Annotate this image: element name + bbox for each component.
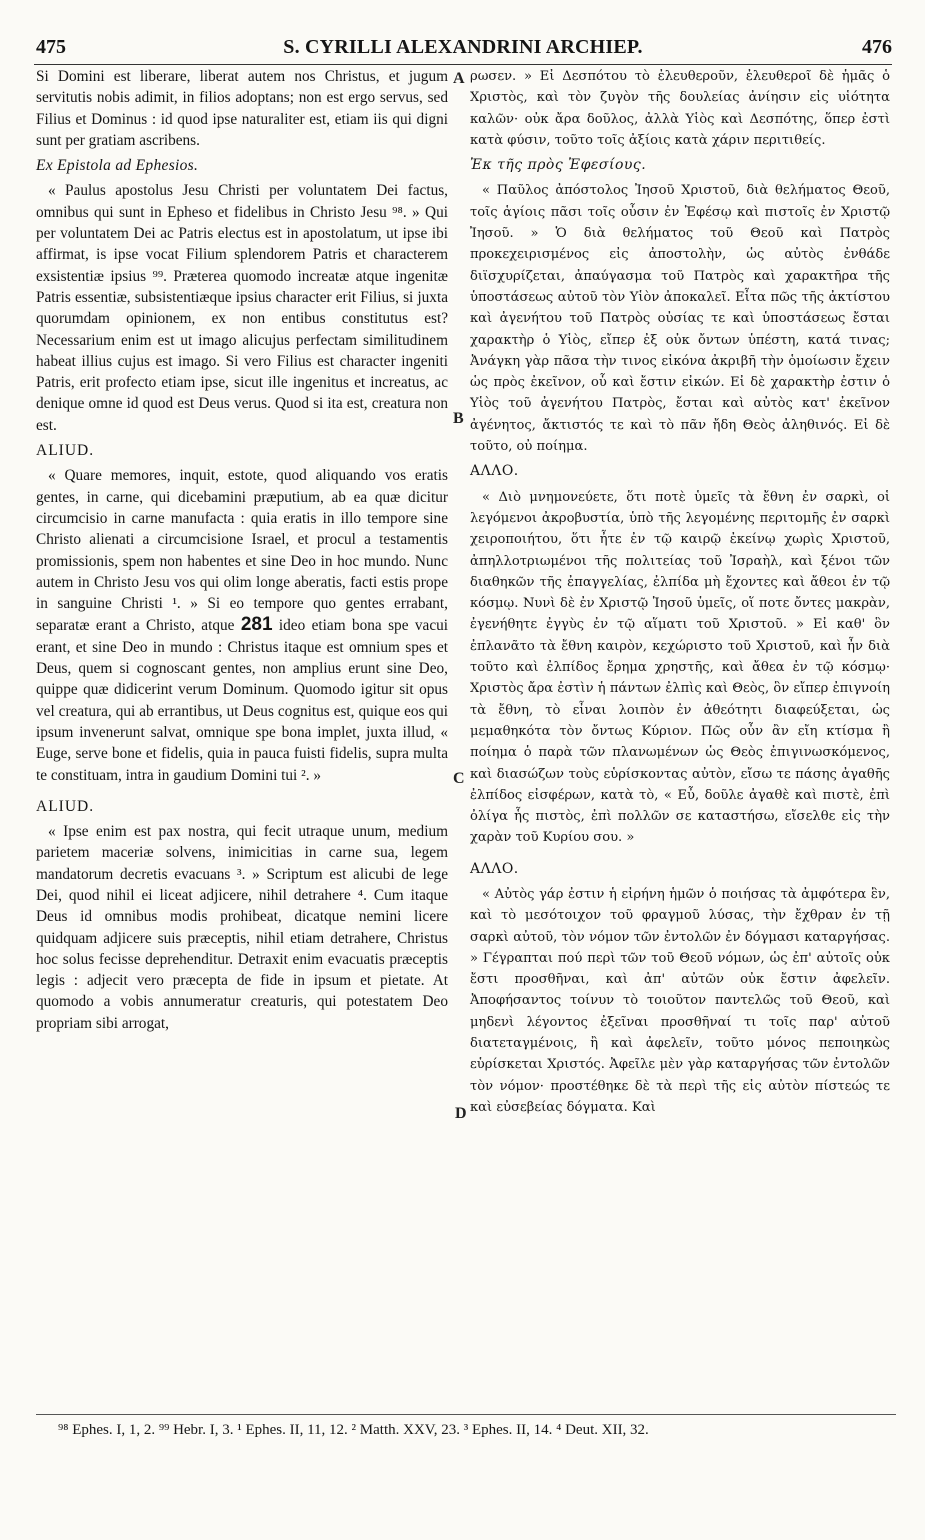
latin-heading-aliud-2: ALIUD. [36, 797, 95, 815]
latin-paragraph-1: « Paulus apostolus Jesu Christi per voluntatem Dei factus, omnibus qui sunt in Epheso et fidelibus in Christo Jesu ⁹⁸. » Qui per voluntatem Dei ac Patris electus est in apostolatum, ut ipse ibi affirmat, is ipse vocat Filium splendorem Patris et characterem exsistentiæ ipsius ⁹⁹. Præterea quomodo increatæ atque ingenitæ Patris essentiæ, subsistentiæque ipsius character erit Filius, si juxta quorumdam opinionem, ex non entibus constitutus est? Necessarium enim est ut imago alicujus perfectam similitudinem habeat illius cujus est imago. Si vero Filius est character ingeniti Patris, erit profecto etiam ipse, sicut ille ingenitus et increatus, ac denique omne id quod est Deus verus. Quod si ita est, creatura non est. [36, 182, 448, 434]
footnote-rule [36, 1414, 896, 1415]
page-number-right: 476 [862, 36, 892, 58]
header-rule [34, 64, 892, 65]
greek-heading-ephesians: Ἐκ τῆς πρὸς Ἐφεσίους. [470, 157, 647, 174]
greek-intro: ρωσεν. » Εἰ Δεσπότου τὸ ἐλευθεροῦν, ἐλευθεροῖ δὲ ἡμᾶς ὁ Χριστὸς, καὶ τὸν ζυγὸν τῆς δουλείας ἀνίησιν εἰς υἱότητα καλῶν· οὐκ ἄρα δοῦλος, ἀλλὰ Υἱὸς καὶ Δεσπότης, ὅπερ ἐστὶ κατὰ φύσιν, τοῦτο τοῖς ἀξίοις κατὰ χάριν περιτιθείς. [470, 69, 890, 148]
greek-heading-allo-2: ΑΛΛΟ. [470, 860, 519, 877]
greek-paragraph-1: « Παῦλος ἀπόστολος Ἰησοῦ Χριστοῦ, διὰ θελήματος Θεοῦ, τοῖς ἁγίοις πᾶσι τοῖς οὖσιν ἐν Ἐφέσῳ καὶ πιστοῖς ἐν Χριστῷ Ἰησοῦ. » Ὁ διὰ θελήματος τοῦ Θεοῦ καὶ Πατρὸς προκεχειρισμένος εἰς ἀποστολὴν, ὡς αὐτὸς ἐνθάδε διϊσχυρίζεται, ἀπαύγασμα τοῦ Πατρὸς καὶ χαρακτῆρα τῆς ὑποστάσεως αὐτοῦ τὸν Υἱὸν ἀποκαλεῖ. Εἶτα πῶς τῆς ἀκτίστου καὶ ἀγενήτου τοῦ Πατρὸς οὐσίας τε καὶ ὑποστάσεως ἔσται χαρακτὴρ ὁ Υἱὸς, εἴπερ ἐξ οὐκ ὄντων ὑπέστη, κατά τινας; Ἀνάγκη γὰρ πᾶσα τὴν τινος εἰκόνα ἀκριβῆ τὴν ὁμοίωσιν ἔχειν ὡς πρὸς ἐκεῖνον, οὗ καὶ ἔστιν εἰκών. Εἰ δὲ χαρακτὴρ ἐστιν ὁ Υἱὸς τοῦ ἀγενήτου Πατρὸς, ἔσται καὶ αὐτὸς κατ' ἐκεῖνον ἀγένητος, ἄκτιστός τε καὶ τὸ πᾶν ἤδη Θεὸς ἀληθινός. Εἰ δὲ τοῦτο, οὐ ποίημα. [470, 183, 890, 455]
footnotes: ⁹⁸ Ephes. I, 1, 2. ⁹⁹ Hebr. I, 3. ¹ Ephes. II, 11, 12. ² Matth. XXV, 23. ³ Ephes. II, 14. ⁴ Deut. XII, 32. [58, 1422, 649, 1438]
latin-column [36, 66, 448, 1034]
greek-paragraph-3: « Αὐτὸς γάρ ἐστιν ἡ εἰρήνη ἡμῶν ὁ ποιήσας τὰ ἀμφότερα ἓν, καὶ τὸ μεσότοιχον τοῦ φραγμοῦ λύσας, τὴν ἔχθραν ἐν τῇ σαρκὶ αὐτοῦ, τὸν νόμον τῶν ἐντολῶν ἐν δόγμασι καταργήσας. » Γέγραπται πού περὶ τῶν τοῦ Θεοῦ νόμων, ὡς ἐπ' αὐτοῖς οὐκ ἔστι προσθῆναι, καὶ ἀπ' αὐτῶν οὐκ ἔστιν ἀφελεῖν. Ἀποφήσαντος τοίνυν τὸ τοιοῦτον παντελῶς τοῦ Θεοῦ, καὶ μηδενὶ λέγοντος ἐξεῖναι προσθῆναί τι τοῖς παρ' αὐτοῦ διατεταγμένοις, ἢ καὶ ἀφελεῖν, τοῦτο μόνος πεποιηκὼς εὑρίσκεται Χριστός. Ἀφεῖλε μὲν γὰρ καταργήσας τῶν ἐντολῶν τὸν νόμον· προστέθηκε δὲ τὰ περὶ τῆς εἰς αὐτὸν πίστεώς τε καὶ εὐσεβείας δόγματα. Καὶ [470, 886, 890, 1115]
margin-letter-a: A [453, 70, 465, 87]
running-title: S. CYRILLI ALEXANDRINI ARCHIEP. [283, 36, 643, 58]
latin-heading-ephesians: Ex Epistola ad Ephesios. [36, 157, 199, 175]
page-header [34, 36, 892, 66]
latin-intro: Si Domini est liberare, liberat autem nos Christus, et jugum servitutis nobis adimit, in filios adoptans; non est ergo servus, sed Filius et Dominus : id quod ipse naturaliter est, etiam iis qui digni sunt per gratiam ascribens. [36, 68, 448, 149]
greek-column [470, 66, 890, 1118]
latin-paragraph-2 [36, 465, 448, 785]
margin-letter-d: D [455, 1105, 467, 1122]
page-marker-281: 281 [240, 614, 273, 636]
latin-paragraph-2-text: « Quare memores, inquit, estote, quod aliquando vos eratis gentes, in carne, qui dicebamini præputium, ab ea quæ dicitur circumcisio in carne manufacta : quia eratis in illo tempore sine Christo alienati a circumcisione Israel, et procul a testamentis promissionis, spem non habentes et sine Deo in hoc mundo. Nunc autem in Christo Jesu vos qui olim longe aberatis, facti estis prope in sanguine Christi ¹. » Si eo tempore quo gentes errabant, separatæ erant a Christo, atque [36, 467, 448, 635]
latin-paragraph-2-continued: ideo etiam bona spe vacui erant, et sine Deo in mundo : Christus itaque est omnium spes et Deus, quem si cognoscant gentes, non amplius erunt sine Deo, quippe quæ didicerint verum Dominum. Quomodo igitur sit opus vel creatura, qui ab errantibus, ut Deus cognitus est, quique eos qui ipsum invenerunt salvat, omnique spe bona implet, juxta illud, « Euge, serve bone et fidelis, quia in pauca fuisti fidelis, supra multa te constituam, intra in gaudium Domini tui ². » [36, 617, 449, 784]
latin-heading-aliud-1: ALIUD. [36, 442, 95, 460]
greek-paragraph-2: « Διὸ μνημονεύετε, ὅτι ποτὲ ὑμεῖς τὰ ἔθνη ἐν σαρκὶ, οἱ λεγόμενοι ἀκροβυστία, ὑπὸ τῆς λεγομένης περιτομῆς ἐν σαρκὶ χειροποιήτου, ὅτι ἦτε ἐν τῷ καιρῷ ἐκείνῳ χωρὶς Χριστοῦ, ἀπηλλοτριωμένοι τῆς πολιτείας τοῦ Ἰσραὴλ, καὶ ξένοι τῶν διαθηκῶν τῆς ἐπαγγελίας, ἐλπίδα μὴ ἔχοντες καὶ ἄθεοι ἐν τῷ κόσμῳ. Νυνὶ δὲ ἐν Χριστῷ Ἰησοῦ ὑμεῖς, οἵ ποτε ὄντες μακρὰν, ἐγενήθητε ἐγγὺς ἐν τῷ αἵματι τοῦ Χριστοῦ. » Εἰ καθ' ὃν ἐπλανᾶτο τὰ ἔθνη καιρὸν, κεχώριστο τοῦ Χριστοῦ, καὶ ἦν διὰ τοῦτο καὶ ἐλπίδος ἔρημα χρηστῆς, καὶ ἄθεα ἐν τῷ κόσμῳ· Χριστὸς ἄρα ἐστὶν ἡ πάντων ἐλπὶς καὶ Θεὸς, ὃν εἴπερ ἐπιγνοίη τὰ ἔθνη, τὸ εἶναι λοιπὸν ἐν ἀθεότητι διαφεύξεται, ὡς μεμαθηκότα τὸν ὄντως Κύριον. Πῶς οὖν ἂν εἴη κτίσμα ἢ ποίημα ὁ παρὰ τῶν πλανωμένων ὡς Θεὸς ἐπιγινωσκόμενος, καὶ διασώζων τοὺς εὑρίσκοντας αὐτὸν, εἴσω τε πάσης ἀγαθῆς ἐλπίδος εἰσφέρων, κατὰ τὸ, « Εὖ, δοῦλε ἀγαθὲ καὶ πιστὲ, ἐπὶ ὀλίγα ἧς πιστὸς, ἐπὶ πολλῶν σε καταστήσω, εἴσελθε εἰς τὴν χαρὰν τοῦ Κυρίου σου. » [470, 489, 890, 846]
margin-letter-b: B [453, 410, 464, 427]
latin-paragraph-3: « Ipse enim est pax nostra, qui fecit utraque unum, medium parietem maceriæ solvens, inimicitias in carne sua, legem mandatorum decretis evacuans ³. » Scriptum est alicubi de lege Dei, quod nihil ei liceat adjicere, nihil detrahere ⁴. Cum itaque Deus id omnibus modis prohibeat, dicatque nemini licere quidquam adjicere suis præceptis, nihil etiam detrahere, Christus hoc solus fecisse deprehenditur. Detraxit enim evacuatis præceptis legis : adjecit vero præcepta de fide in ipsum et pietate. At quomodo a vobis annumeratur creaturis, qui potestatem Deo propriam sibi arrogat, [36, 823, 448, 1032]
margin-letter-c: C [453, 770, 465, 787]
page-number-left: 475 [36, 36, 66, 58]
greek-heading-allo-1: ΑΛΛΟ. [470, 463, 519, 480]
